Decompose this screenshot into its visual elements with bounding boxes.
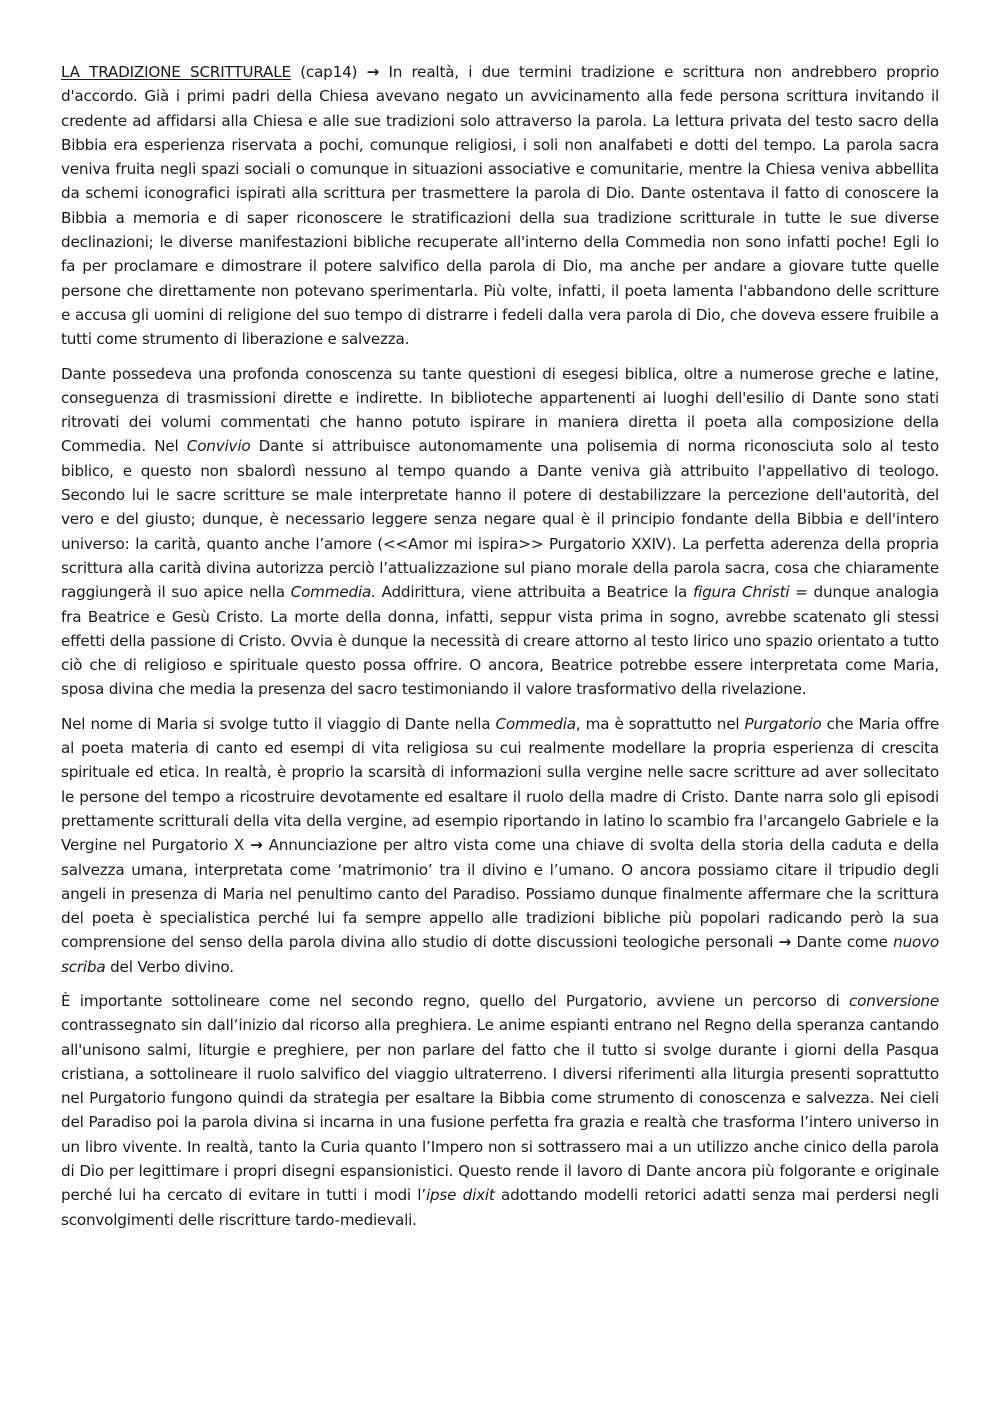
text-run: Addirittura, viene attribuita a Beatrice la bbox=[375, 583, 693, 602]
right-arrow-icon: → bbox=[366, 63, 380, 81]
text-run: adottando modelli retorici adatti senza mai perdersi negli sconvolgimenti delle riscritture tardo-medievali. bbox=[61, 1186, 939, 1229]
paragraph-3 bbox=[61, 712, 939, 979]
paragraph-2 bbox=[61, 362, 939, 702]
italic-run: figura Christi bbox=[692, 583, 790, 602]
italic-run: Commedia bbox=[495, 714, 576, 733]
text-run: del Verbo divino. bbox=[105, 957, 234, 976]
right-arrow-icon: → bbox=[250, 836, 263, 855]
italic-run: Purgatorio bbox=[744, 714, 822, 733]
text-run: Annunciazione per altro vista come una chiave di svolta della storia della caduta e della salvezza umana, interpretata come ‘matrimonio’ tra il divino e l’umano. O ancora possiamo citare il tripudio degli angeli in presenza di Maria nel penultimo canto del Paradiso. Possiamo dunque finalmente affermare che la scrittura del poeta è specialistica perché lui fa sempre appello alle tradizioni bibliche più popolari radicando però la sua comprensione del senso della parola divina allo studio di dotte discussioni teologiche personali bbox=[61, 836, 939, 952]
text-run: che Maria offre al poeta materia di canto ed esempi di vita religiosa su cui realmente modellare la propria esperienza di crescita spirituale ed etica. In realtà, è proprio la scarsità di informazioni sulla vergine nelle sacre scritture ad aver sollecitato le persone del tempo a ricostruire devotamente ed esaltare il ruolo della madre di Cristo. Dante narra solo gli episodi prettamente scritturali della vita della vergine, ad esempio riportando in latino lo scambio fra l'arcangelo Gabriele e la Vergine nel Purgatorio X bbox=[61, 714, 939, 855]
text-run: , ma è soprattutto nel bbox=[575, 714, 745, 733]
chapter-ref: (cap14) bbox=[290, 63, 367, 81]
text-run: Dante come bbox=[791, 933, 894, 952]
italic-run: conversione bbox=[848, 991, 939, 1010]
paragraph-1-text: In realtà, i due termini tradizione e scrittura non andrebbero proprio d'accordo. Già i primi padri della Chiesa avevano negato un avvicinamento alla fede persona scrittura invitando il credente ad affidarsi alla Chiesa e alle sue tradizioni solo attraverso la parola. La lettura privata del testo sacro della Bibbia era esperienza riservata a pochi, comunque religiosi, i soli non analfabeti e dotti del tempo. La parola sacra veniva fruita negli spazi sociali o comunque in situazioni associative e comunitarie, mentre la Chiesa veniva abbellita da schemi iconografici ispirati alla scrittura per trasmettere la parola di Dio. Dante ostentava il fatto di conoscere la Bibbia a memoria e di saper riconoscere le stratificazioni della sua tradizione scritturale in tutte le sue diverse declinazioni; le diverse manifestazioni bibliche recuperate all'interno della Commedia non sono infatti poche! Egli lo fa per proclamare e dimostrare il potere salvifico della parola di Dio, ma anche per andare a giovare tutte quelle persone che direttamente non potevano sperimentarla. Più volte, infatti, il poeta lamenta l'abbandono delle scritture e accusa gli uomini di religione del suo tempo di distrarre i fedeli dalla vera parola di Dio, che doveva essere fruibile a tutti come strumento di liberazione e salvezza. bbox=[61, 63, 939, 349]
italic-run: ipse dixit bbox=[425, 1186, 495, 1205]
text-run: Dante possedeva una profonda conoscenza su tante questioni di esegesi biblica, oltre a numerose greche e latine, conseguenza di trasmissioni dirette e indirette. In biblioteche appartenenti ai luoghi dell'esilio di Dante sono stati ritrovati dei volumi commentati che hanno potuto ispirare in maniera diretta il poeta alla composizione della Commedia. Nel bbox=[61, 364, 939, 456]
right-arrow-icon: → bbox=[778, 933, 792, 952]
italic-run: nuovo scriba bbox=[61, 933, 939, 976]
text-run: Dante si attribuisce autonomamente una polisemia di norma riconosciuta solo al testo biblico, e questo non sbalordì nessuno al tempo quando a Dante veniva già attribuito l'appellativo di teologo. Secondo lui le sacre scritture se male interpretate hanno il potere di destabilizzare la percezione dell'autorità, del vero e del giusto; dunque, è necessario leggere senza negare qual è il principio fondante della Bibbia e dell'intero universo: la carità, quanto anche l’amore (<<Amor mi ispira>> Purgatorio XXIV). La perfetta aderenza della propria scrittura alla carità divina autorizza perciò l’attualizzazione sul piano morale della parola sacra, cosa che chiaramente raggiungerà il suo apice nella bbox=[61, 437, 940, 602]
paragraph-4 bbox=[61, 989, 939, 1232]
text-run: Nel nome di Maria si svolge tutto il viaggio di Dante nella bbox=[61, 714, 496, 733]
text-run: contrassegnato sin dall’inizio dal ricorso alla preghiera. Le anime espianti entrano nel Regno della speranza cantando all'unisono salmi, liturgie e preghiere, per non parlare del fatto che il tutto si svolge durante i giorni della Pasqua cristiana, a sottolineare il ruolo salvifico del viaggio ultraterreno. I diversi riferimenti alla liturgia presenti soprattutto nel Purgatorio fungono quindi da strategia per esaltare la Bibbia come strumento di conoscenza e salvezza. Nei cieli del Paradiso poi la parola divina si incarna in una fusione perfetta fra grazia e realtà che trasforma l’intero universo in un libro vivente. In realtà, tanto la Curia quanto l’Impero non si sottrassero mai a un utilizzo anche cinico della parola di Dio per legittimare i propri disegni espansionistici. Questo rende il lavoro di Dante ancora più folgorante e originale perché lui ha cercato di evitare in tutti i modi l’ bbox=[61, 1016, 939, 1205]
text-run: = dunque analogia fra Beatrice e Gesù Cristo. La morte della donna, infatti, seppur vista prima in sogno, avrebbe scatenato gli stessi effetti della passione di Cristo. Ovvia è dunque la necessità di creare attorno al testo lirico uno spazio orientato a tutto ciò che di religioso e spirituale questo possa offrire. O ancora, Beatrice potrebbe essere interpretata come Maria, sposa divina che media la presenza del sacro testimoniando il valore trasformativo della rivelazione. bbox=[61, 583, 939, 699]
section-heading: LA TRADIZIONE SCRITTURALE bbox=[61, 63, 291, 81]
italic-run: Convivio bbox=[186, 437, 251, 456]
paragraph-1 bbox=[61, 60, 939, 352]
document-page bbox=[61, 60, 939, 1242]
italic-run: Commedia. bbox=[290, 583, 376, 602]
text-run: È importante sottolineare come nel secondo regno, quello del Purgatorio, avviene un percorso di bbox=[61, 991, 849, 1010]
